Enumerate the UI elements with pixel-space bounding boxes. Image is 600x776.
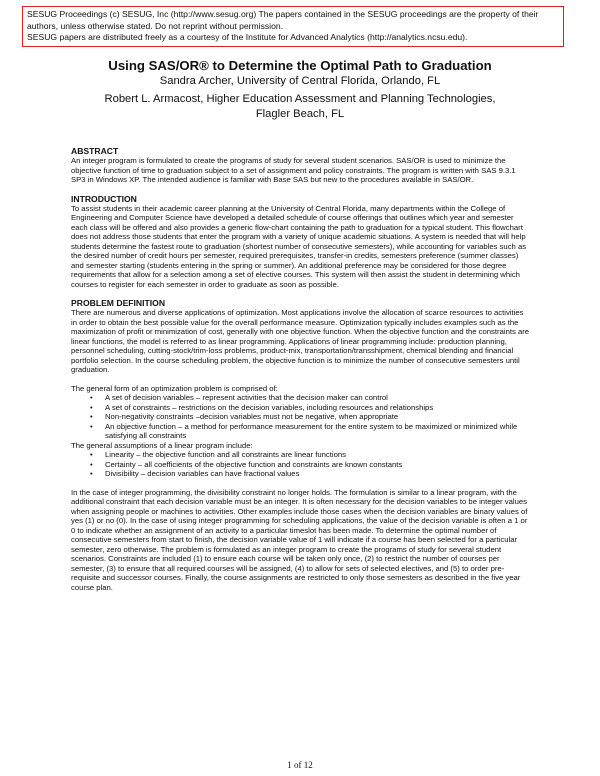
author-line-3: Flagler Beach, FL (255, 108, 345, 120)
introduction-text: To assist students in their academic career planning at the University of Central Florida, many departments within the College of Engineering and Computer Science have developed a detailed schedule of course offerings that outlines which year and semester each class will be offered and also provides a generic flow-chart containing the path to graduation for a typical student. This flowchart does not address those students that enter the program with a variety of unique academic situations. A system is needed that will help students determine the fastest route to graduation (shortest number of consecutive semesters), while accounting for variables such as the desired number of credit hours per semester, required prerequisites, transfer-in credits, semesters preference (summer classes) and semester starting (students entering in the spring or summer). An additional preference may be considered for those degree requirements that allow for a selection among a set of elective courses. This system will then assist the student in determining which courses to register for each semester in order to graduate as soon as possible. (71, 203, 527, 289)
page-number: 1 of 12 (287, 760, 313, 770)
general-form-intro: The general form of an optimization problem is comprised of: (71, 383, 278, 393)
paper-body (71, 146, 531, 592)
assumptions-list (71, 450, 531, 479)
introduction-heading: INTRODUCTION (71, 193, 137, 204)
list-item: • Certainty – all coefficients of the objective function and constraints are known constants (71, 460, 531, 470)
abstract-text: An integer program is formulated to create the programs of study for several student scenarios. SAS/OR is used to minimize the objective function of time to graduation subject to a set of assignment and policy constraints. The program is written with SAS 9.3.1 SP3 in Windows XP. The intended audience is familiar with Base SAS but new to the procedures available in SAS/OR. (71, 156, 516, 184)
author-line-1: Sandra Archer, University of Central Florida, Orlando, FL (159, 75, 441, 87)
copyright-notice (22, 6, 564, 47)
assumptions-intro: The general assumptions of a linear program include: (71, 440, 253, 450)
list-item: • An objective function – a method for performance measurement for the entire system to be maximized or minimized while satisfying all constraints (71, 422, 531, 441)
paper-title: Using SAS/OR® to Determine the Optimal Path to Graduation (108, 58, 492, 73)
list-item: • A set of constraints – restrictions on the decision variables, including resources and relationships (71, 403, 531, 413)
list-item: • Divisibility – decision variables can have fractional values (71, 469, 531, 479)
list-item: • Non-negativity constraints –decision variables must not be negative, when appropriate (71, 412, 531, 422)
problem-definition-para-2: In the case of integer programming, the divisibility constraint no longer holds. The formulation is similar to a linear program, with the additional constraint that each decision variable must be an integer. It is often necessary for the decision variables to be integer values when assigning people or machines to activities. Other examples include those cases when the decision variables are binary values of yes (1) or no (0). In the case of using integer programming for scheduling applications, the value of the decision variable is often a 1 or 0 to indicate whether an assignment of an activity to a particular timeslot has been made. To determine the optimal number of consecutive semesters from start to finish, the decision variable value of 1 will indicate if a course has been selected for a particular semester, zero otherwise. The problem is formulated as an integer program to create the programs of study for several student scenarios. Constraints are included (1) to ensure each course will be taken only once, (2) to restrict the number of courses per semester, (3) to ensure that all required courses will be assigned, (4) to allow for sets of selected electives, and (5) to order pre-requisite and successor courses. Finally, the course assignments are restricted to only those semesters as described in the five year course plan. (71, 487, 528, 592)
notice-line-1: SESUG Proceedings (c) SESUG, Inc (http://www.sesug.org) The papers contained in the SESUG proceedings are the property of their authors, unless otherwise stated. Do not reprint without permission. (27, 9, 539, 31)
author-line-2: Robert L. Armacost, Higher Education Assessment and Planning Technologies, (104, 93, 496, 105)
problem-definition-heading: PROBLEM DEFINITION (71, 298, 166, 308)
notice-line-2: SESUG papers are distributed freely as a courtesy of the Institute for Advanced Analytics (http://analytics.ncsu.edu). (27, 32, 468, 42)
problem-definition-para-1: There are numerous and diverse applications of optimization. Most applications involve the allocation of scarce resources to activities in order to obtain the best possible value for the overall performance measure. Optimization typically includes examples such as the maximization of profit or minimization of cost, generally with one objective function. When the objective function and the constraints are linear functions, the model is referred to as linear programming. Applications of linear programming include: production planning, personnel scheduling, cutting-stock/trim-loss problems, product-mix, transportation/transshipment, chemical blending and financial portfolio selection. In the course scheduling problem, the objective function is to minimize the number of consecutive semesters until graduation. (71, 308, 530, 374)
abstract-heading: ABSTRACT (71, 146, 119, 156)
general-form-list (71, 393, 531, 441)
list-item: • A set of decision variables – represent activities that the decision maker can control (71, 393, 531, 403)
list-item: • Linearity – the objective function and all constraints are linear functions (71, 450, 531, 460)
